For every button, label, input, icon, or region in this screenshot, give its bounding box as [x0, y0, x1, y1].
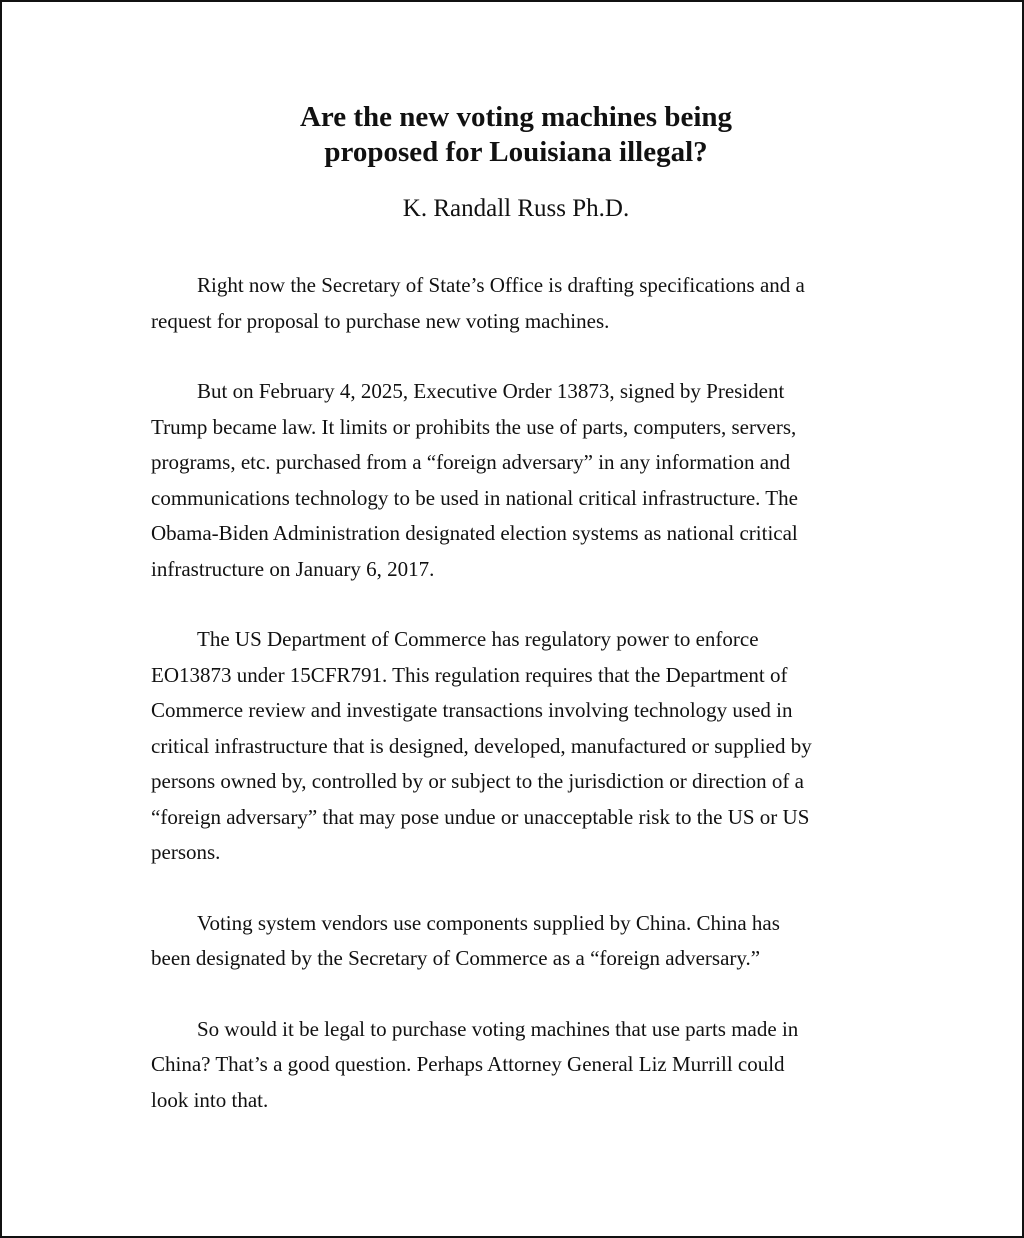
paragraph [151, 1012, 881, 1119]
paragraph-line: Trump became law. It limits or prohibits the use of parts, computers, servers, [151, 414, 797, 439]
paragraph-line: EO13873 under 15CFR791. This regulation requires that the Department of [151, 662, 788, 687]
paragraph-line: communications technology to be used in national critical infrastructure. The [151, 485, 798, 510]
title-line: proposed for Louisiana illegal? [324, 136, 708, 168]
paragraph [151, 622, 881, 871]
paragraph-line: So would it be legal to purchase voting machines that use parts made in [197, 1016, 799, 1041]
paragraph-line: Voting system vendors use components supplied by China. China has [197, 910, 780, 935]
paragraph-line: been designated by the Secretary of Commerce as a “foreign adversary.” [151, 946, 761, 970]
paragraph-line: look into that. [151, 1087, 269, 1112]
paragraph [151, 906, 881, 977]
paragraph-line: request for proposal to purchase new voting machines. [151, 308, 610, 333]
paragraph [151, 268, 881, 339]
paragraph-line: “foreign adversary” that may pose undue or unacceptable risk to the US or US [151, 804, 810, 829]
author-byline: K. Randall Russ Ph.D. [402, 195, 630, 222]
paragraph [151, 374, 881, 587]
paragraph-line: Right now the Secretary of State’s Office is drafting specifications and a [197, 273, 805, 297]
paragraph-line: critical infrastructure that is designed, developed, manufactured or supplied by [151, 733, 812, 758]
paragraph-line: China? That’s a good question. Perhaps Attorney General Liz Murrill could [151, 1052, 785, 1076]
paragraph-line: programs, etc. purchased from a “foreign adversary” in any information and [151, 450, 791, 474]
paragraph-line: Obama-Biden Administration designated election systems as national critical [151, 521, 798, 545]
article [151, 100, 881, 1118]
article-title [151, 100, 881, 170]
paragraph-line: Commerce review and investigate transactions involving technology used in [151, 698, 793, 722]
paragraph-line: The US Department of Commerce has regulatory power to enforce [197, 627, 759, 651]
paragraph-line: persons owned by, controlled by or subject to the jurisdiction or direction of a [151, 769, 804, 793]
paragraph-line: But on February 4, 2025, Executive Order 13873, signed by President [197, 379, 785, 403]
paragraph-line: persons. [151, 840, 221, 864]
title-line: Are the new voting machines being [299, 101, 733, 133]
paragraph-line: infrastructure on January 6, 2017. [151, 556, 435, 581]
